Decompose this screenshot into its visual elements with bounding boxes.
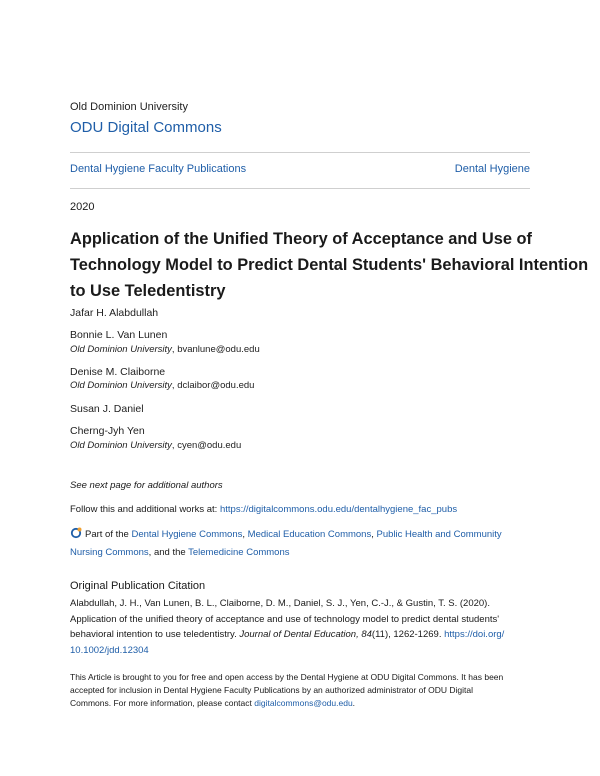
article-title	[70, 226, 589, 304]
author-email: dclaibor@odu.edu	[177, 380, 255, 391]
doi-link-continued[interactable]: 10.1002/jdd.12304	[70, 644, 149, 656]
citation-line: behavioral intention to use teledentistry.	[70, 629, 237, 641]
public-health-commons-link[interactable]: Public Health and Community	[376, 529, 502, 540]
part-of-prefix: Part of the	[85, 529, 129, 540]
footer-line: Commons. For more information, please contact	[70, 697, 252, 708]
affiliation-name: Old Dominion University	[70, 344, 172, 355]
access-statement	[70, 671, 530, 709]
collection-link[interactable]: Dental Hygiene Faculty Publications	[70, 163, 247, 175]
author-email: bvanlune@odu.edu	[177, 344, 260, 355]
divider	[70, 188, 530, 189]
journal-name: Journal of Dental Education, 84	[239, 629, 372, 641]
author-affiliation: Old Dominion University, cyen@odu.edu	[70, 440, 242, 451]
contact-email-link[interactable]: digitalcommons@odu.edu	[254, 697, 353, 708]
affiliation-name: Old Dominion University	[70, 380, 172, 391]
follow-line	[70, 504, 457, 515]
affiliation-name: Old Dominion University	[70, 440, 172, 451]
follow-text: Follow this and additional works at:	[70, 504, 218, 515]
author-email: cyen@odu.edu	[177, 440, 242, 451]
divider	[70, 152, 530, 153]
author-name: Jafar H. Alabdullah	[70, 307, 159, 319]
doi-link[interactable]: https://doi.org/	[444, 629, 505, 641]
additional-authors-note: See next page for additional authors	[70, 480, 223, 491]
publication-year: 2020	[70, 201, 95, 213]
department-link[interactable]: Dental Hygiene	[454, 163, 530, 175]
title-line: Application of the Unified Theory of Acceptance and Use of	[70, 230, 533, 248]
medical-education-commons-link[interactable]: Medical Education Commons	[247, 529, 372, 540]
footer-line: accepted for inclusion in Dental Hygiene Faculty Publications by an authorized administrator of ODU Digital	[70, 684, 474, 695]
author-affiliation: Old Dominion University, dclaibor@odu.edu	[70, 380, 255, 391]
author-name: Bonnie L. Van Lunen	[70, 329, 168, 341]
author-name: Denise M. Claiborne	[70, 366, 166, 378]
citation-text	[70, 596, 530, 658]
nursing-commons-link[interactable]: Nursing Commons	[70, 547, 149, 558]
footer-end: .	[352, 697, 356, 708]
footer-line: This Article is brought to you for free and open access by the Dental Hygiene at ODU Digital Commons. It has been	[70, 672, 504, 682]
telemedicine-commons-link[interactable]: Telemedicine Commons	[188, 547, 290, 558]
part-of-commons: Part of the Dental Hygiene Commons, Medical Education Commons, Public Health and Community Nursing Commons, and the Telemedicine Commons	[70, 529, 502, 558]
author-name: Susan J. Daniel	[70, 403, 144, 415]
title-line: to Use Teledentistry	[70, 282, 226, 300]
open-access-network-icon	[70, 527, 82, 539]
institution-name: Old Dominion University	[70, 101, 188, 113]
citation-line: Application of the unified theory of acceptance and use of technology model to predict dental students'	[70, 613, 500, 625]
title-line: Technology Model to Predict Dental Students' Behavioral Intention	[70, 256, 589, 274]
journal-issue: (11), 1262-1269.	[371, 629, 442, 641]
repository-link[interactable]: ODU Digital Commons	[70, 119, 222, 136]
author-name: Cherng-Jyh Yen	[70, 425, 145, 437]
citation-heading: Original Publication Citation	[70, 580, 206, 592]
citation-line: Alabdullah, J. H., Van Lunen, B. L., Claiborne, D. M., Daniel, S. J., Yen, C.-J., & Gustin, T. S. (2020).	[70, 598, 490, 609]
dental-hygiene-commons-link[interactable]: Dental Hygiene Commons	[131, 529, 243, 540]
author-affiliation: Old Dominion University, bvanlune@odu.edu	[70, 344, 260, 355]
collection-url-link[interactable]: https://digitalcommons.odu.edu/dentalhygiene_fac_pubs	[219, 504, 458, 515]
part-of-and: , and the	[148, 547, 186, 558]
